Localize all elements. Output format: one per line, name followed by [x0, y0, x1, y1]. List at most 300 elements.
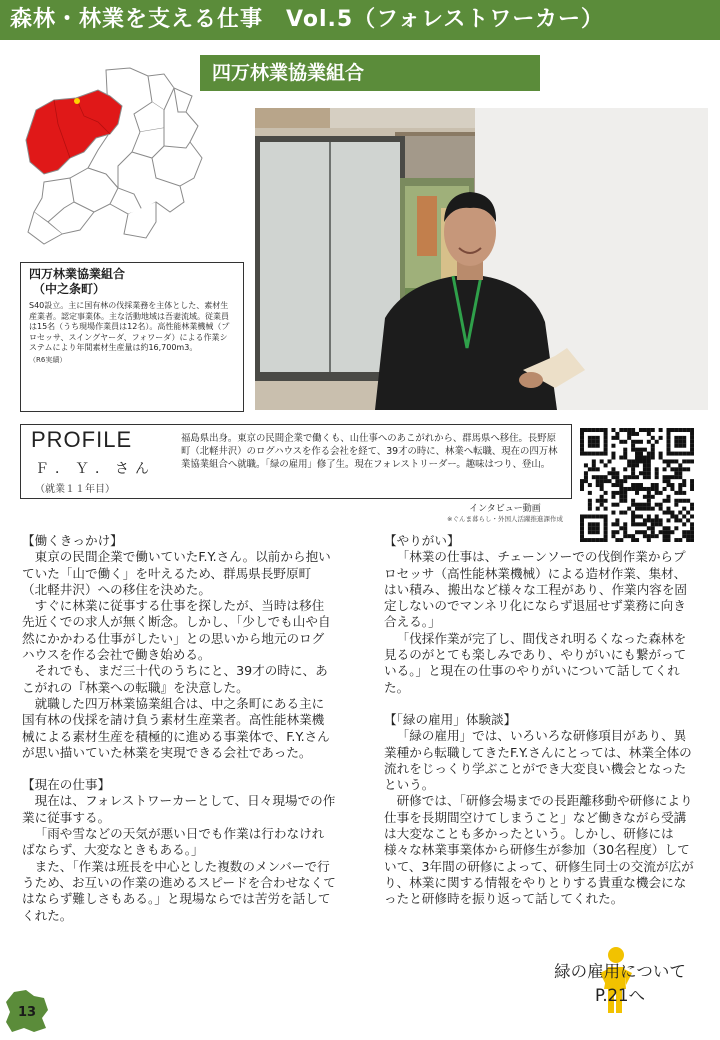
qr-module — [631, 499, 635, 503]
qr-module — [604, 475, 608, 479]
qr-module — [592, 463, 596, 467]
qr-module — [659, 518, 663, 522]
qr-module — [659, 452, 663, 456]
qr-module — [635, 459, 639, 463]
qr-module — [655, 503, 659, 507]
qr-module — [627, 475, 631, 479]
qr-module — [623, 499, 627, 503]
qr-module — [619, 440, 623, 444]
page-number-badge — [4, 988, 50, 1034]
qr-module — [627, 459, 631, 463]
qr-module — [682, 522, 686, 526]
qr-module — [647, 518, 651, 522]
qr-module — [619, 483, 623, 487]
qr-module — [663, 526, 667, 530]
qr-module — [592, 475, 596, 479]
qr-module — [666, 463, 670, 467]
qr-module — [655, 491, 659, 495]
qr-module — [580, 436, 584, 440]
qr-module — [682, 479, 686, 483]
qr-module — [651, 518, 655, 522]
qr-module — [690, 436, 694, 440]
qr-module — [619, 456, 623, 460]
qr-module — [674, 467, 678, 471]
qr-module — [651, 487, 655, 491]
qr-module — [584, 463, 588, 467]
qr-module — [627, 507, 631, 511]
qr-module — [623, 511, 627, 515]
qr-module — [588, 499, 592, 503]
left-article-column — [22, 533, 336, 924]
qr-module — [596, 479, 600, 483]
qr-module — [663, 479, 667, 483]
qr-module — [639, 428, 643, 432]
qr-module — [666, 483, 670, 487]
qr-module — [580, 526, 584, 530]
qr-module — [631, 463, 635, 467]
qr-module — [690, 487, 694, 491]
qr-module — [666, 511, 670, 515]
qr-module — [647, 526, 651, 530]
qr-module — [670, 459, 674, 463]
qr-module — [690, 428, 694, 432]
qr-module — [663, 511, 667, 515]
qr-module — [592, 467, 596, 471]
qr-module — [659, 503, 663, 507]
qr-module — [580, 452, 584, 456]
qr-module — [588, 507, 592, 511]
qr-module — [611, 428, 615, 432]
qr-module — [678, 487, 682, 491]
qr-module — [663, 487, 667, 491]
qr-module — [639, 452, 643, 456]
qr-module — [690, 448, 694, 452]
qr-module — [619, 491, 623, 495]
qr-module — [678, 467, 682, 471]
qr-module — [588, 503, 592, 507]
qr-module — [674, 444, 678, 448]
qr-module — [635, 483, 639, 487]
qr-module — [619, 511, 623, 515]
qr-module — [666, 432, 670, 436]
qr-module — [635, 491, 639, 495]
qr-module — [655, 518, 659, 522]
qr-module — [615, 483, 619, 487]
qr-module — [678, 518, 682, 522]
qr-caption — [440, 504, 570, 524]
qr-module — [682, 499, 686, 503]
qr-module — [600, 514, 604, 518]
qr-module — [678, 471, 682, 475]
qr-module — [655, 440, 659, 444]
qr-module — [592, 526, 596, 530]
qr-module — [600, 499, 604, 503]
qr-module — [584, 452, 588, 456]
qr-module — [631, 514, 635, 518]
qr-module — [666, 440, 670, 444]
qr-module — [588, 526, 592, 530]
qr-module — [670, 428, 674, 432]
qr-module — [623, 475, 627, 479]
qr-module — [647, 456, 651, 460]
qr-module — [608, 459, 612, 463]
qr-module — [674, 526, 678, 530]
qr-module — [619, 428, 623, 432]
qr-module — [647, 487, 651, 491]
qr-module — [604, 491, 608, 495]
qr-module — [647, 495, 651, 499]
qr-module — [623, 448, 627, 452]
qr-module — [670, 483, 674, 487]
qr-module — [643, 471, 647, 475]
qr-module — [647, 432, 651, 436]
qr-module — [635, 463, 639, 467]
qr-module — [666, 444, 670, 448]
qr-module — [611, 491, 615, 495]
qr-module — [655, 483, 659, 487]
qr-module — [635, 432, 639, 436]
qr-module — [619, 499, 623, 503]
qr-module — [631, 511, 635, 515]
qr-module — [596, 522, 600, 526]
qr-module — [611, 503, 615, 507]
qr-module — [631, 459, 635, 463]
qr-module — [643, 456, 647, 460]
qr-module — [639, 522, 643, 526]
qr-module — [611, 475, 615, 479]
qr-module — [588, 522, 592, 526]
qr-module — [588, 436, 592, 440]
qr-module — [639, 503, 643, 507]
info-title: 四万林業協業組合 — [29, 267, 126, 281]
qr-module — [651, 526, 655, 530]
qr-module — [635, 507, 639, 511]
paragraph: 東京の民間企業で働いていたF.Y.さん。以前から抱いていた「山で働く」を叶えるため、群馬県長野原町（北軽井沢）への移住を決めた。 — [22, 549, 331, 597]
qr-module — [596, 440, 600, 444]
qr-module — [604, 432, 608, 436]
qr-module — [670, 452, 674, 456]
qr-module — [600, 495, 604, 499]
paragraph: それでも、まだ三十代のうちにと、39才の時に、あこがれの『林業への転職』を決意した。 — [22, 663, 328, 695]
qr-module — [631, 444, 635, 448]
qr-module — [682, 491, 686, 495]
qr-module — [651, 428, 655, 432]
qr-module — [639, 456, 643, 460]
qr-module — [592, 444, 596, 448]
qr-module — [623, 440, 627, 444]
section-heading-motivation: 【働くきっかけ】 — [22, 533, 123, 548]
qr-module — [631, 475, 635, 479]
qr-module — [631, 503, 635, 507]
qr-module — [663, 475, 667, 479]
qr-module — [600, 483, 604, 487]
qr-module — [588, 467, 592, 471]
qr-module — [592, 436, 596, 440]
qr-module — [682, 428, 686, 432]
page-header: 森林・林業を支える仕事 Vol.5（フォレストワーカー） — [0, 0, 720, 40]
qr-module — [682, 444, 686, 448]
qr-module — [604, 436, 608, 440]
qr-module — [584, 471, 588, 475]
qr-module — [623, 428, 627, 432]
qr-module — [666, 495, 670, 499]
qr-module — [651, 436, 655, 440]
qr-module — [690, 459, 694, 463]
qr-module — [666, 507, 670, 511]
qr-module — [611, 456, 615, 460]
paragraph: 就職した四万林業協業組合は、中之条町にある主に国有林の伐採を請け負う素材生産業者。高性能林業機械による素材生産を積極的に進める事業体で、F.Y.さんが思い描いていた林業を実現できる会社であった。 — [22, 695, 330, 760]
qr-module — [600, 428, 604, 432]
qr-module — [678, 428, 682, 432]
qr-module — [596, 444, 600, 448]
interview-photo — [255, 108, 708, 410]
qr-module — [615, 471, 619, 475]
qr-module — [588, 428, 592, 432]
qr-module — [623, 487, 627, 491]
qr-module — [690, 507, 694, 511]
qr-module — [647, 440, 651, 444]
qr-module — [623, 456, 627, 460]
qr-module — [659, 491, 663, 495]
qr-module — [600, 487, 604, 491]
qr-module — [604, 526, 608, 530]
qr-module — [604, 499, 608, 503]
qr-module — [631, 440, 635, 444]
qr-module — [592, 459, 596, 463]
qr-module — [643, 503, 647, 507]
qr-module — [666, 428, 670, 432]
qr-module — [623, 452, 627, 456]
qr-module — [604, 463, 608, 467]
qr-module — [615, 518, 619, 522]
qr-module — [611, 452, 615, 456]
qr-module — [678, 475, 682, 479]
qr-module — [647, 452, 651, 456]
qr-module — [627, 428, 631, 432]
qr-module — [631, 428, 635, 432]
gunma-map — [14, 62, 214, 258]
qr-module — [647, 514, 651, 518]
profile-name: Ｆ．Ｙ．さん — [35, 461, 155, 477]
qr-module — [615, 479, 619, 483]
qr-module — [600, 452, 604, 456]
qr-module — [580, 428, 584, 432]
qr-module — [647, 475, 651, 479]
qr-module — [674, 471, 678, 475]
qr-module — [639, 483, 643, 487]
qr-module — [619, 479, 623, 483]
qr-module — [596, 499, 600, 503]
qr-module — [639, 448, 643, 452]
qr-module — [580, 487, 584, 491]
qr-module — [623, 495, 627, 499]
qr-module — [651, 522, 655, 526]
qr-module — [604, 448, 608, 452]
qr-module — [604, 514, 608, 518]
qr-module — [611, 522, 615, 526]
qr-module — [643, 487, 647, 491]
qr-module — [611, 436, 615, 440]
qr-module — [592, 514, 596, 518]
qr-module — [686, 518, 690, 522]
qr-module — [686, 511, 690, 515]
qr-module — [643, 459, 647, 463]
qr-module — [635, 522, 639, 526]
qr-module — [686, 467, 690, 471]
qr-module — [592, 440, 596, 444]
qr-module — [627, 432, 631, 436]
qr-module — [666, 436, 670, 440]
qr-module — [670, 514, 674, 518]
qr-module — [623, 467, 627, 471]
qr-module — [615, 522, 619, 526]
qr-module — [666, 452, 670, 456]
qr-module — [647, 459, 651, 463]
paragraph: すぐに林業に従事する仕事を探したが、当時は移住先近くでの求人が無く断念。しかし、「少しでも山や自然にかかわる仕事がしたい」との思いから地元のログハウスを作る会社で働き始める。 — [22, 598, 331, 663]
qr-module — [682, 459, 686, 463]
qr-module — [592, 428, 596, 432]
profile-box — [20, 424, 572, 499]
qr-module — [690, 514, 694, 518]
qr-module — [596, 475, 600, 479]
qr-module — [600, 503, 604, 507]
qr-module — [651, 495, 655, 499]
qr-module — [584, 479, 588, 483]
qr-module — [611, 444, 615, 448]
qr-module — [651, 452, 655, 456]
qr-module — [686, 452, 690, 456]
qr-module — [670, 467, 674, 471]
profile-description: 福島県出身。東京の民間企業で働くも、山仕事へのあこがれから、群馬県へ移住。長野原町（北軽井沢）のログハウスを作る会社を経て、39才の時に、林業へ転職、現在の四万林業協業組合へ就職。「緑の雇用」修了生。現在フォレストリーダー。趣味はつり、登山。 — [181, 433, 558, 470]
qr-module — [690, 440, 694, 444]
qr-module — [666, 526, 670, 530]
qr-module — [631, 487, 635, 491]
qr-module — [631, 518, 635, 522]
qr-module — [592, 452, 596, 456]
qr-module — [608, 471, 612, 475]
paragraph: 「林業の仕事は、チェーンソーでの伐倒作業からプロセッサ（高性能林業機械）による造材作業、集材、はい積み、搬出など様々な工程があり、作業内容を固定しないのでマンネリ化にならず退屈せず業務に向き合える。」 — [384, 549, 688, 630]
qr-module — [596, 514, 600, 518]
qr-module — [635, 448, 639, 452]
qr-module — [580, 483, 584, 487]
qr-module — [674, 514, 678, 518]
qr-module — [647, 491, 651, 495]
qr-module — [666, 479, 670, 483]
qr-module — [682, 452, 686, 456]
qr-module — [686, 428, 690, 432]
section-heading-rewards: 【やりがい】 — [384, 533, 460, 548]
qr-caption-title: インタビュー動画 — [469, 504, 541, 514]
qr-module — [663, 499, 667, 503]
qr-module — [655, 467, 659, 471]
qr-module — [647, 471, 651, 475]
qr-module — [666, 499, 670, 503]
qr-module — [678, 436, 682, 440]
qr-module — [611, 483, 615, 487]
qr-module — [584, 475, 588, 479]
qr-module — [623, 526, 627, 530]
section-heading-current-work: 【現在の仕事】 — [22, 777, 111, 793]
qr-module — [588, 452, 592, 456]
qr-module — [604, 507, 608, 511]
qr-module — [655, 487, 659, 491]
qr-module — [584, 514, 588, 518]
info-note: （R6実績） — [29, 355, 67, 364]
qr-module — [615, 503, 619, 507]
qr-module — [674, 503, 678, 507]
qr-module — [580, 479, 584, 483]
qr-module — [659, 522, 663, 526]
qr-module — [643, 428, 647, 432]
qr-module — [678, 452, 682, 456]
qr-module — [682, 467, 686, 471]
footer-link-line1: 緑の雇用について — [554, 962, 686, 981]
qr-module — [639, 459, 643, 463]
organization-banner: 四万林業協業組合 — [200, 55, 540, 91]
qr-module — [678, 440, 682, 444]
qr-module — [635, 487, 639, 491]
info-subtitle: （中之条町） — [33, 282, 106, 296]
qr-module — [674, 440, 678, 444]
qr-module — [611, 511, 615, 515]
qr-module — [674, 475, 678, 479]
qr-module — [674, 518, 678, 522]
qr-module — [659, 456, 663, 460]
qr-module — [678, 483, 682, 487]
info-body: S40設立。主に国有林の伐採業務を主体とした、素材生産業者。認定事業体。主な活動地域は吾妻流域。従業員は15名（うち現場作業員は12名）。高性能林業機械（プロセッサ、スイングヤーダ、フォワーダ）による作業システムにより年間素材生産量は約16,700m3。 — [29, 301, 230, 353]
qr-module — [623, 522, 627, 526]
qr-module — [674, 459, 678, 463]
qr-module — [674, 436, 678, 440]
footer-link-line2: P.21へ — [594, 986, 646, 1005]
qr-module — [615, 475, 619, 479]
paragraph: また、「作業は班長を中心とした複数のメンバーで行うため、お互いの作業の進めるスピードを合わせなくてはならず難しさもある。」と現場ならでは苦労を話してくれた。 — [22, 858, 336, 923]
qr-module — [682, 507, 686, 511]
qr-module — [674, 452, 678, 456]
qr-module — [682, 436, 686, 440]
qr-module — [674, 499, 678, 503]
qr-module — [666, 475, 670, 479]
qr-module — [604, 440, 608, 444]
qr-module — [643, 507, 647, 511]
profile-years: （就業１１年目） — [35, 484, 115, 495]
qr-module — [600, 479, 604, 483]
qr-module — [611, 471, 615, 475]
qr-module — [678, 463, 682, 467]
qr-module — [588, 483, 592, 487]
qr-module — [651, 483, 655, 487]
qr-module — [682, 514, 686, 518]
qr-module — [690, 483, 694, 487]
qr-module — [635, 440, 639, 444]
qr-module — [639, 514, 643, 518]
qr-module — [666, 459, 670, 463]
qr-module — [647, 503, 651, 507]
qr-module — [686, 499, 690, 503]
qr-module — [604, 428, 608, 432]
qr-module — [580, 432, 584, 436]
green-employment-link[interactable] — [530, 960, 710, 1008]
qr-code-icon[interactable] — [580, 428, 694, 542]
qr-module — [619, 495, 623, 499]
qr-module — [647, 507, 651, 511]
qr-module — [678, 499, 682, 503]
paragraph: 「緑の雇用」では、いろいろな研修項目があり、異業種から転職してきたF.Y.さんにとっては、林業全体の流れをじっくり学ぶことができ大変良い機会となったという。 — [384, 728, 692, 793]
qr-module — [651, 444, 655, 448]
qr-module — [580, 518, 584, 522]
qr-module — [643, 448, 647, 452]
qr-module — [690, 452, 694, 456]
